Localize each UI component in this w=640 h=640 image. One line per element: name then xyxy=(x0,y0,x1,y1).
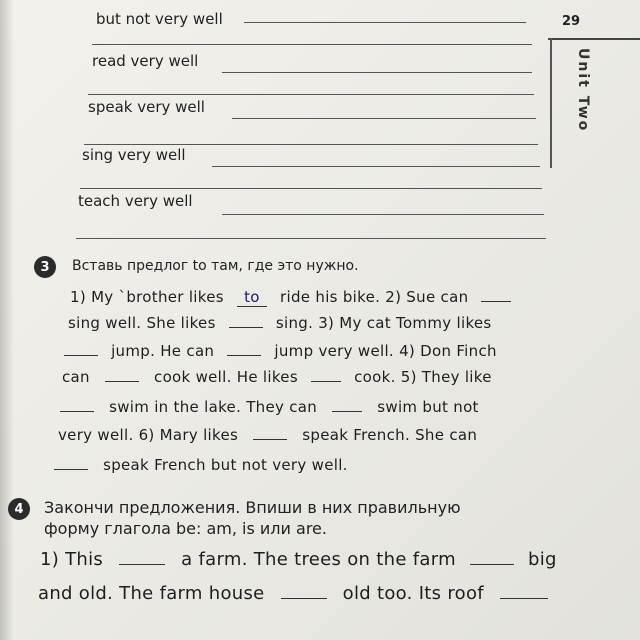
text-segment: cook well. He likes xyxy=(154,368,298,386)
answer-blank[interactable] xyxy=(227,340,261,356)
text-segment: big xyxy=(528,549,557,570)
answer-blank[interactable] xyxy=(470,546,514,565)
sentence-line xyxy=(62,366,492,386)
instruction-line: Закончи предложения. Впиши в них правильную xyxy=(44,498,461,517)
exercise-number-badge: 4 xyxy=(8,498,30,520)
sentence-line xyxy=(64,340,497,360)
write-line[interactable] xyxy=(232,118,536,119)
text-segment: and old. The farm house xyxy=(38,583,265,604)
text-segment: sing well. She likes xyxy=(68,314,216,332)
exercise-number-badge: 3 xyxy=(34,256,56,278)
sentence-line xyxy=(54,454,348,474)
text-segment: jump very well. 4) Don Finch xyxy=(274,342,497,360)
fill-row-label: teach very well xyxy=(78,192,193,210)
fill-row-label: sing very well xyxy=(82,146,186,164)
fill-row xyxy=(0,144,560,184)
sentence-line xyxy=(68,312,492,332)
exercise-instruction: Вставь предлог to там, где это нужно. xyxy=(72,258,359,274)
answer-blank[interactable]: to xyxy=(237,288,267,307)
answer-blank[interactable] xyxy=(54,454,88,470)
answer-blank[interactable] xyxy=(481,286,511,302)
answer-blank[interactable] xyxy=(253,424,287,440)
fill-row-label: speak very well xyxy=(88,98,205,116)
text-segment: 1) This xyxy=(40,549,104,570)
write-line[interactable] xyxy=(222,214,544,215)
answer-blank[interactable] xyxy=(105,366,139,382)
text-segment: speak French but not very well. xyxy=(103,456,348,474)
text-segment: jump. He can xyxy=(111,342,215,360)
fill-row xyxy=(0,4,560,44)
text-segment: cook. 5) They like xyxy=(354,368,492,386)
fill-row-label: but not very well xyxy=(96,10,223,28)
sentence-line xyxy=(60,396,479,416)
text-segment: very well. 6) Mary likes xyxy=(58,426,239,444)
write-line[interactable] xyxy=(92,44,532,45)
text-segment: old too. Its roof xyxy=(342,583,484,604)
sentence-line xyxy=(40,546,557,570)
text-segment: ride his bike. 2) Sue can xyxy=(280,288,469,306)
write-line[interactable] xyxy=(222,72,532,73)
fill-row xyxy=(0,192,560,232)
answer-blank[interactable] xyxy=(281,580,327,599)
instruction-line: форму глагола be: am, is или are. xyxy=(44,519,327,538)
answer-blank[interactable] xyxy=(64,340,98,356)
text-segment: a farm. The trees on the farm xyxy=(181,549,456,570)
fill-row xyxy=(0,50,560,90)
exercise-instruction xyxy=(44,497,604,539)
text-segment: 1) My `brother likes xyxy=(70,288,224,306)
text-segment: swim in the lake. They can xyxy=(109,398,318,416)
sentence-line xyxy=(38,580,548,604)
answer-blank[interactable] xyxy=(229,312,263,328)
text-segment: can xyxy=(62,368,90,386)
unit-label: Unit Two xyxy=(575,48,591,133)
write-line[interactable] xyxy=(244,22,526,23)
answer-blank[interactable] xyxy=(311,366,341,382)
answer-blank[interactable] xyxy=(119,546,165,565)
fill-row xyxy=(0,96,560,136)
write-line[interactable] xyxy=(80,188,542,189)
text-segment: sing. 3) My cat Tommy likes xyxy=(275,314,492,332)
write-line[interactable] xyxy=(212,166,540,167)
answer-blank[interactable] xyxy=(60,396,94,412)
text-segment: swim but not xyxy=(377,398,479,416)
write-line[interactable] xyxy=(88,94,534,95)
answer-blank[interactable] xyxy=(332,396,362,412)
page-number: 29 xyxy=(562,14,581,29)
fill-row-label: read very well xyxy=(92,52,199,70)
text-segment: speak French. She can xyxy=(302,426,478,444)
answer-blank[interactable] xyxy=(500,580,548,599)
tab-top-rule xyxy=(548,38,640,40)
sentence-line xyxy=(58,424,477,444)
sentence-line xyxy=(70,286,511,307)
write-line[interactable] xyxy=(76,238,546,239)
